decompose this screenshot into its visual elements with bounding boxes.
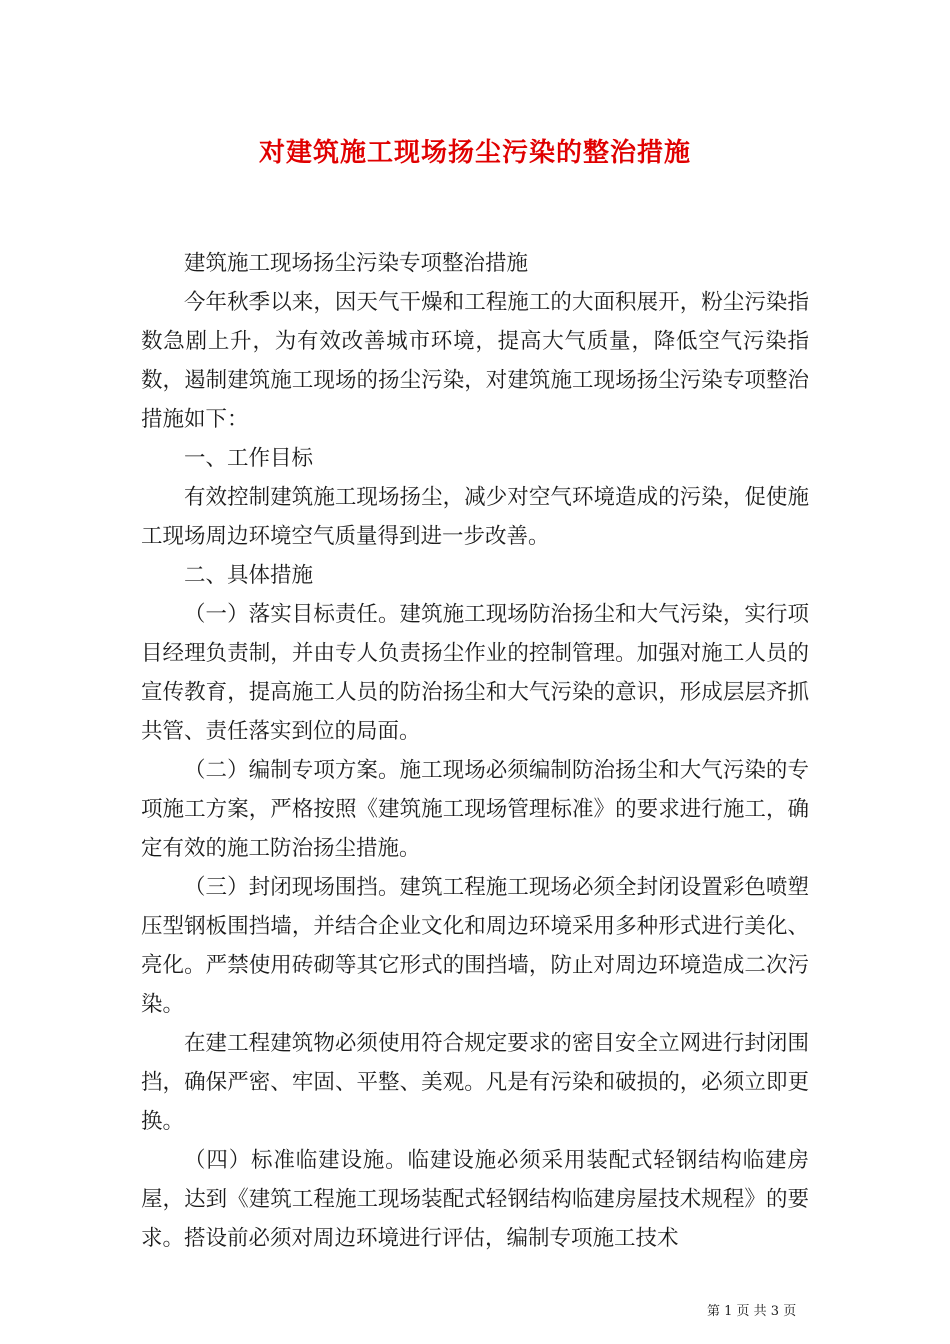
paragraph-subtitle: 建筑施工现场扬尘污染专项整治措施 (184, 251, 529, 276)
document-body (141, 244, 809, 1258)
section-heading-measures: 二、具体措施 (184, 563, 314, 588)
page-number-footer: 第 1 页 共 3 页 (707, 1304, 797, 1319)
paragraph-measure-3-net: 在建工程建筑物必须使用符合规定要求的密目安全立网进行封闭围挡，确保严密、牢固、平整、美观。凡是有污染和破损的，必须立即更换。 (141, 1031, 809, 1134)
paragraph-measure-4: （四）标准临建设施。临建设施必须采用装配式轻钢结构临建房屋，达到《建筑工程施工现场装配式轻钢结构临建房屋技术规程》的要求。搭设前必须对周边环境进行评估，编制专项施工技术 (141, 1148, 809, 1251)
paragraph-goal: 有效控制建筑施工现场扬尘，减少对空气环境造成的污染，促使施工现场周边环境空气质量得到进一步改善。 (141, 485, 809, 549)
paragraph-intro: 今年秋季以来，因天气干燥和工程施工的大面积展开，粉尘污染指数急剧上升，为有效改善城市环境，提高大气质量，降低空气污染指数，遏制建筑施工现场的扬尘污染，对建筑施工现场扬尘污染专项整治措施如下： (141, 290, 809, 432)
section-heading-goal: 一、工作目标 (184, 446, 314, 471)
paragraph-measure-1: （一）落实目标责任。建筑施工现场防治扬尘和大气污染，实行项目经理负责制，并由专人负责扬尘作业的控制管理。加强对施工人员的宣传教育，提高施工人员的防治扬尘和大气污染的意识，形成层层齐抓共管、责任落实到位的局面。 (141, 602, 809, 744)
paragraph-measure-2: （二）编制专项方案。施工现场必须编制防治扬尘和大气污染的专项施工方案，严格按照《建筑施工现场管理标准》的要求进行施工，确定有效的施工防治扬尘措施。 (141, 758, 809, 861)
document-title: 对建筑施工现场扬尘污染的整治措施 (258, 138, 691, 168)
paragraph-measure-3: （三）封闭现场围挡。建筑工程施工现场必须全封闭设置彩色喷塑压型钢板围挡墙，并结合企业文化和周边环境采用多种形式进行美化、亮化。严禁使用砖砌等其它形式的围挡墙，防止对周边环境造成二次污染。 (141, 875, 809, 1017)
